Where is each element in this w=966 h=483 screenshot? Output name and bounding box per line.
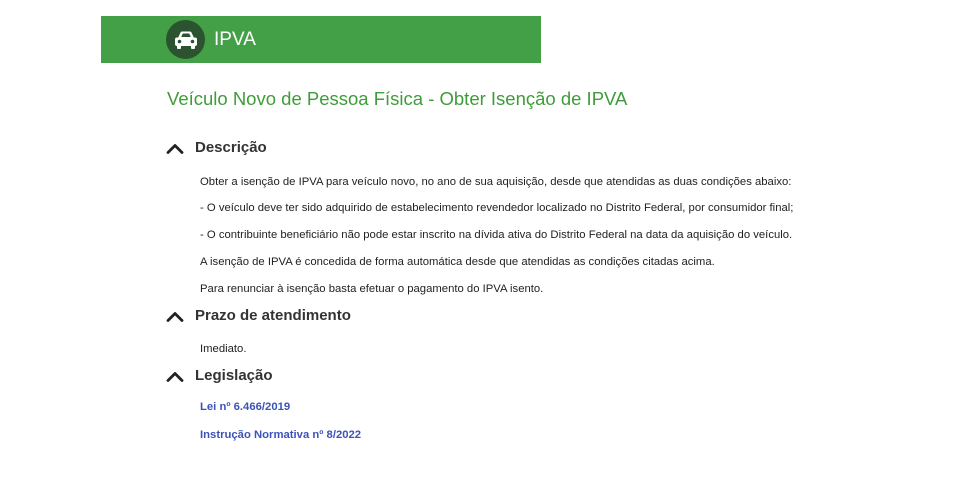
chevron-up-icon: [166, 141, 186, 155]
section-title-legislacao: Legislação: [195, 367, 273, 384]
section-header-legislacao[interactable]: [166, 367, 273, 385]
prazo-value: Imediato.: [200, 343, 247, 355]
service-banner: [101, 16, 541, 63]
page-title: Veículo Novo de Pessoa Física - Obter Isenção de IPVA: [167, 88, 628, 109]
chevron-up-icon: [166, 309, 186, 323]
description-condition-1: - O veículo deve ter sido adquirido de estabelecimento revendedor localizado no Distrito Federal, por consumidor final;: [200, 202, 794, 214]
link-lei-6466-2019[interactable]: Lei nº 6.466/2019: [200, 401, 291, 413]
chevron-up-icon: [166, 369, 186, 383]
section-title-prazo: Prazo de atendimento: [195, 307, 351, 324]
section-header-prazo[interactable]: [166, 307, 351, 325]
description-renounce-note: Para renunciar à isenção basta efetuar o pagamento do IPVA isento.: [200, 283, 544, 295]
link-instrucao-normativa-8-2022[interactable]: Instrução Normativa nº 8/2022: [200, 429, 362, 441]
description-automatic-note: A isenção de IPVA é concedida de forma automática desde que atendidas as condições citadas acima.: [200, 256, 715, 268]
section-header-descricao[interactable]: [166, 139, 267, 157]
car-icon: [166, 20, 205, 59]
banner-title: IPVA: [214, 29, 256, 50]
description-paragraph: Obter a isenção de IPVA para veículo novo, no ano de sua aquisição, desde que atendidas as duas condições abaixo:: [200, 176, 792, 188]
section-title-descricao: Descrição: [195, 139, 267, 156]
description-condition-2: - O contribuinte beneficiário não pode estar inscrito na dívida ativa do Distrito Federal na data da aquisição do veículo.: [200, 229, 793, 241]
